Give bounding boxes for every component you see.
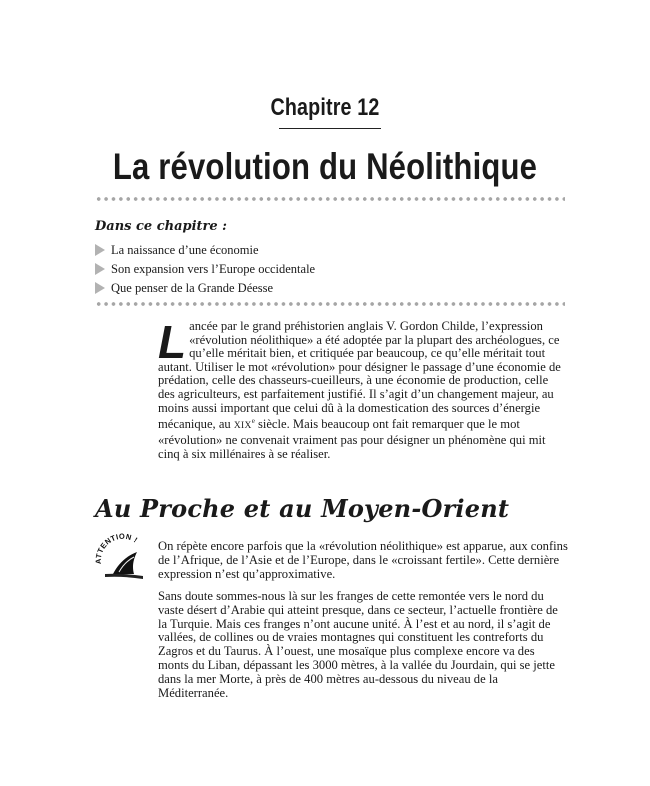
dotted-divider-top bbox=[95, 197, 565, 201]
section-paragraph: On répète encore parfois que la «révolution néolithique» est apparue, aux confins de l’Afrique, de l’Asie et de l’Europe, dans le «croissant fertile». Cette dernière expression n’est qu’approximative. bbox=[158, 539, 568, 581]
in-this-chapter-heading: Dans ce chapitre : bbox=[95, 219, 227, 234]
list-item-label: Son expansion vers l’Europe occidentale bbox=[111, 261, 316, 276]
century-numeral: XIX bbox=[233, 421, 252, 432]
arrow-bullet-icon bbox=[95, 244, 105, 256]
intro-text-end: siècle. Mais beaucoup ont fait remarquer que le mot «révolution» ne convenait vraiment pas pour désigner un phénomène qui mit cinq à six millénaires à se réaliser. bbox=[158, 417, 546, 461]
section-heading: Au Proche et au Moyen-Orient bbox=[95, 494, 510, 523]
arrow-bullet-icon bbox=[95, 263, 105, 275]
section-paragraph: Sans doute sommes-nous là sur les franges de cette remontée vers le nord du vaste désert d’Arabie qui atteint presque, dans ce secteur, l’actuelle frontière de la Turquie. Mais ces franges n’ont aucune unité. À l’est et au nord, il s’agit de vallées, de collines ou de vraies montagnes qui constituent les contreforts du Zagros et du Taurus. À l’ouest, une mosaïque plus complexe encore va des monts du Liban, dépassant les 3000 mètres, à la vallée du Jourdain, qui se jette dans la mer Morte, à près de 400 mètres au-dessous du niveau de la Méditerranée. bbox=[158, 589, 558, 700]
attention-icon bbox=[93, 530, 151, 588]
chapter-number: Chapitre 12 bbox=[270, 94, 380, 121]
list-item bbox=[95, 259, 315, 278]
list-item bbox=[95, 278, 315, 297]
chapter-contents-list bbox=[95, 240, 315, 297]
century-superscript: e bbox=[251, 417, 255, 426]
drop-cap: L bbox=[158, 316, 187, 368]
list-item-label: La naissance d’une économie bbox=[111, 242, 259, 257]
intro-paragraph bbox=[158, 316, 566, 461]
list-item bbox=[95, 240, 315, 259]
chapter-title: La révolution du Néolithique bbox=[112, 146, 538, 187]
arrow-bullet-icon bbox=[95, 282, 105, 294]
list-item-label: Que penser de la Grande Déesse bbox=[111, 280, 274, 295]
dotted-divider-bottom bbox=[95, 302, 565, 306]
chapter-rule bbox=[279, 128, 381, 129]
intro-text-start: ancée par le grand préhistorien anglais V. Gordon Childe, l’expression «révolution néolithique» a été adoptée par la plupart des archéologues, ce qu’elle méritait bien, et critiquée par beaucoup, ce qu’elle méritait tout autant. Utiliser le mot «révolution» pour désigner le passage d’une économie de prédation, celle des chasseurs-cueilleurs, à une économie de production, celle des agriculteurs, est parfaitement justifié. Il s’agit d’un changement majeur, au moins aussi important que celui dû à la domestication des sources d’énergie mécanique, au bbox=[158, 319, 561, 432]
attention-label: ATTENTION ! bbox=[93, 531, 140, 565]
